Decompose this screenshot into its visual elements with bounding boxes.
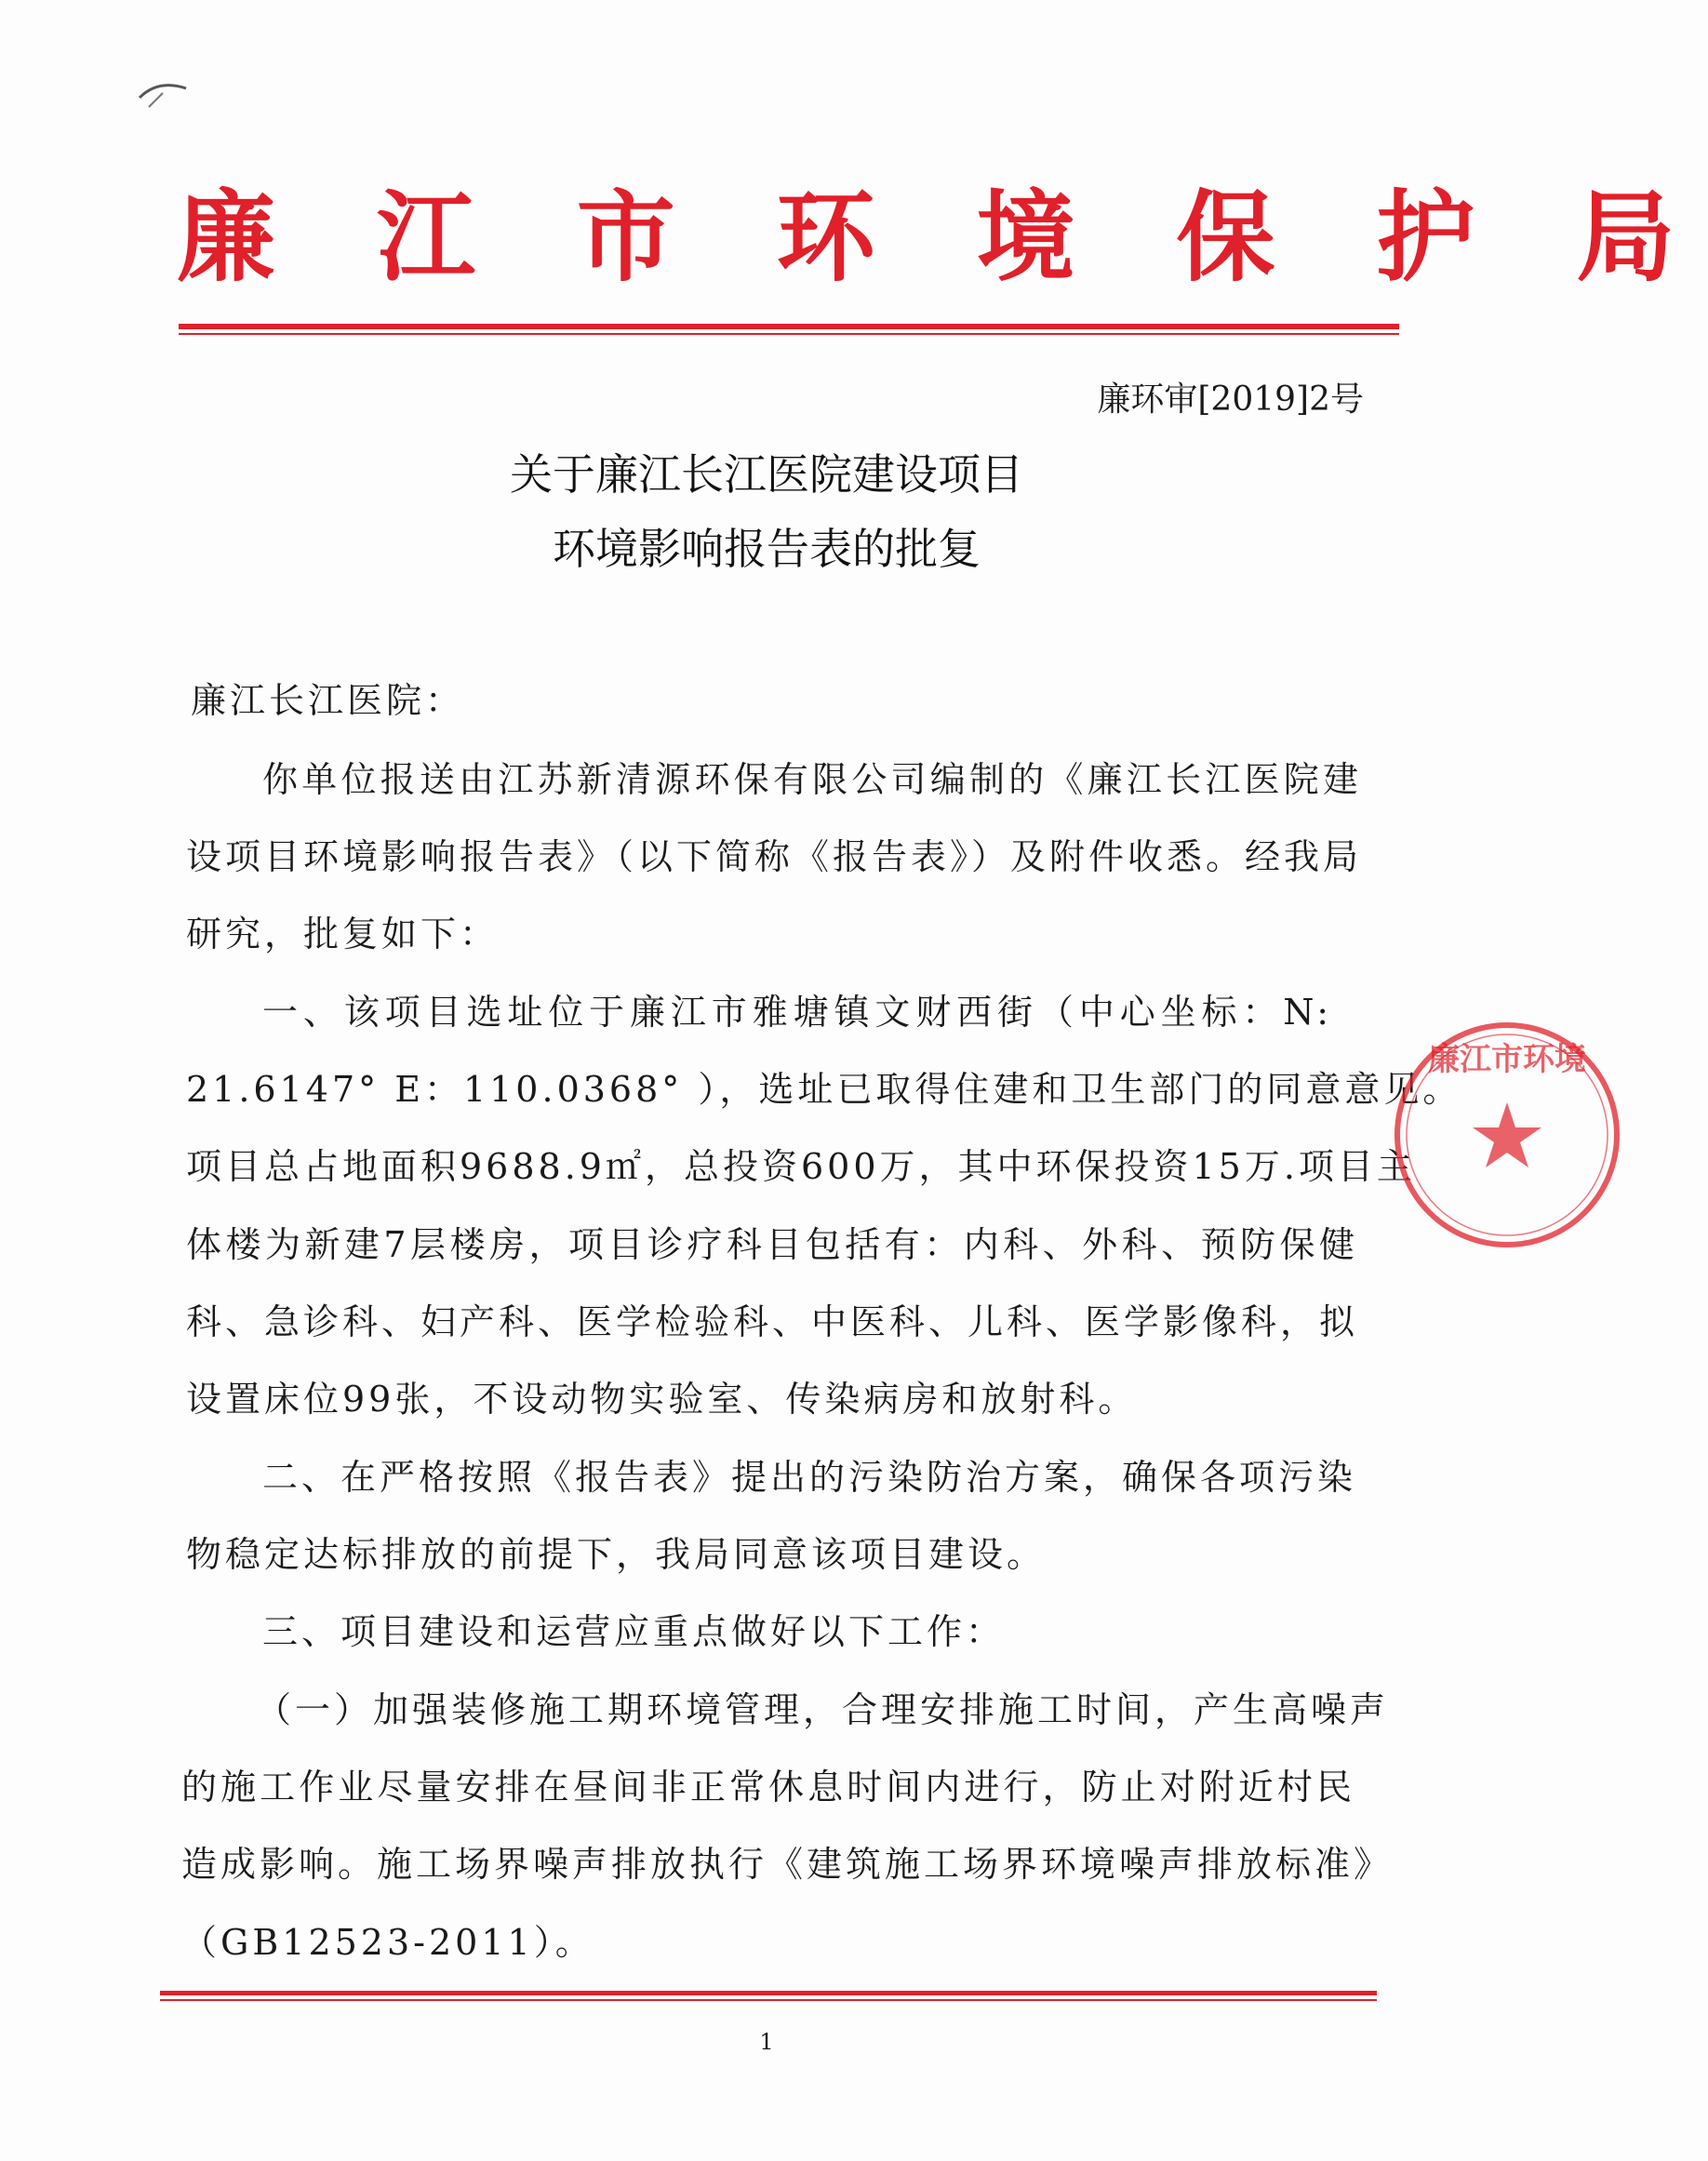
body-line: （一）加强装修施工期环境管理，合理安排施工时间，产生高噪声 — [256, 1689, 1390, 1730]
document-title-line-1: 关于廉江长江医院建设项目 — [510, 449, 1023, 500]
body-line: 物稳定达标排放的前提下，我局同意该项目建设。 — [186, 1534, 1047, 1575]
body-line: 研究，批复如下： — [186, 914, 500, 954]
body-line: 你单位报送由江苏新清源环保有限公司编制的《廉江长江医院建 — [262, 759, 1362, 800]
body-line: 设项目环境影响报告表》（以下简称《报告表》）及附件收悉。经我局 — [186, 836, 1363, 877]
body-line: 项目总占地面积9688.9㎡，总投资600万，其中环保投资15万.项目主 — [186, 1146, 1416, 1187]
body-line: 设置床位99张，不设动物实验室、传染病房和放射科。 — [186, 1379, 1138, 1420]
body-line: 三、项目建设和运营应重点做好以下工作： — [262, 1611, 1006, 1652]
seal-star-icon — [1473, 1102, 1541, 1167]
document-number: 廉环审[2019]2号 — [1097, 380, 1364, 419]
agency-letterhead: 廉 江 市 环 境 保 护 局 — [177, 179, 1708, 295]
document-title-line-2: 环境影响报告表的批复 — [553, 524, 981, 574]
footer-divider — [160, 1991, 1377, 2001]
scan-mark-icon — [130, 60, 205, 116]
letterhead-divider — [179, 324, 1399, 335]
body-line: 体楼为新建7层楼房，项目诊疗科目包括有：内科、外科、预防保健 — [186, 1224, 1358, 1265]
recipient: 廉江长江医院： — [191, 680, 465, 721]
body-line: 一、该项目选址位于廉江市雅塘镇文财西街（中心坐标：N: — [262, 992, 1332, 1033]
body-line: 科、急诊科、妇产科、医学检验科、中医科、儿科、医学影像科，拟 — [186, 1301, 1359, 1342]
page-number: 1 — [759, 2029, 774, 2055]
body-line: 的施工作业尽量安排在昼间非正常休息时间内进行，防止对附近村民 — [181, 1767, 1355, 1808]
official-seal-stamp — [1386, 1014, 1628, 1256]
body-line: 二、在严格按照《报告表》提出的污染防治方案，确保各项污染 — [262, 1457, 1357, 1498]
body-line: （GB12523-2011）。 — [181, 1922, 594, 1963]
body-line: 造成影响。施工场界噪声排放执行《建筑施工场界环境噪声排放标准》 — [181, 1844, 1394, 1885]
svg-text:廉江市环境: 廉江市环境 — [1428, 1041, 1586, 1078]
body-line: 21.6147° E：110.0368° ），选址已取得住建和卫生部门的同意意见。 — [186, 1069, 1462, 1110]
